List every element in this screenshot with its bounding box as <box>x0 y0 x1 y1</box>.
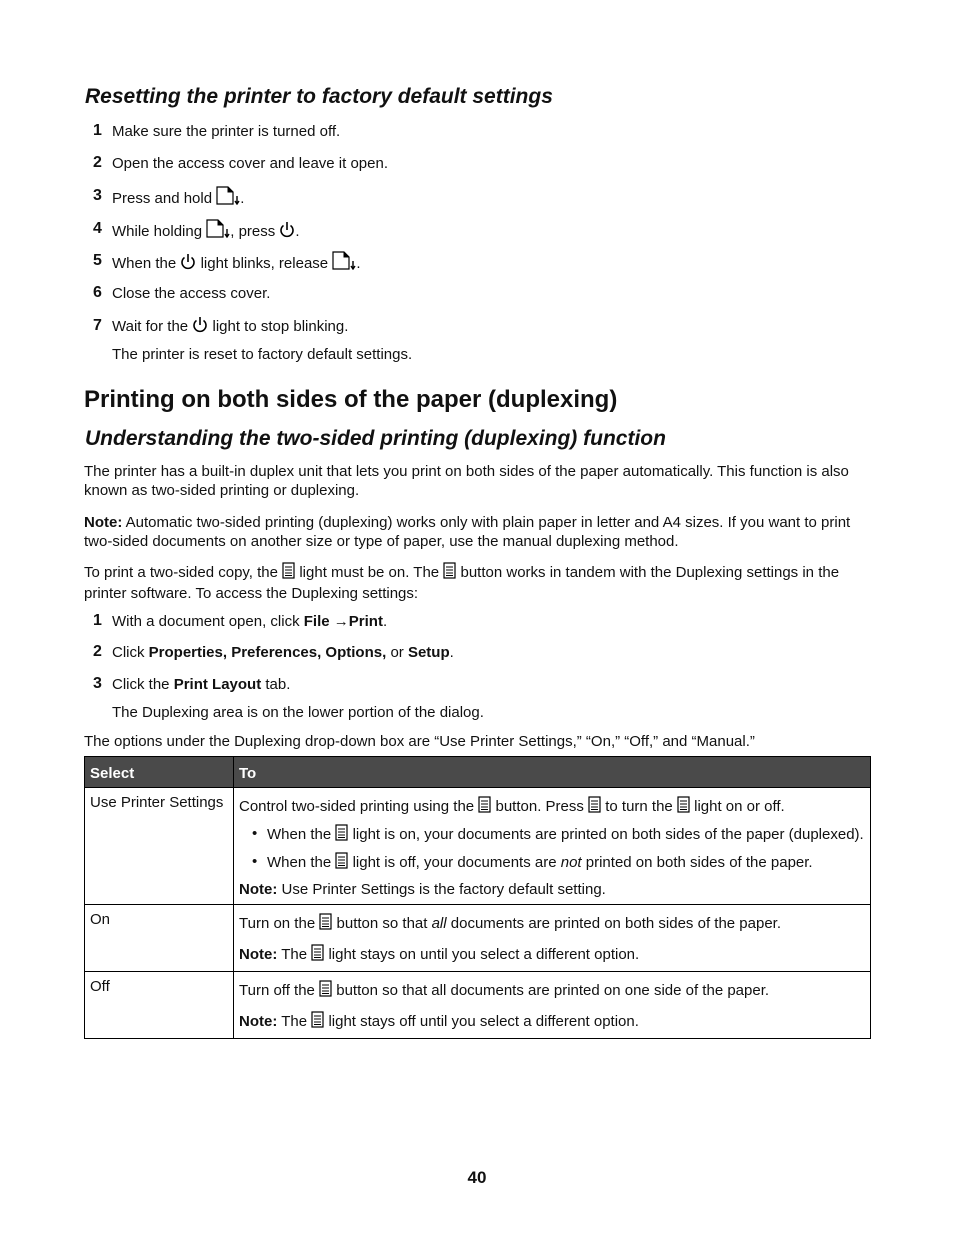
step-text: Close the access cover. <box>112 285 271 302</box>
bullet-glyph: • <box>252 825 258 842</box>
paper-feed-icon <box>332 251 356 274</box>
step-text-part: or <box>390 644 404 661</box>
text-part: documents are printed on both sides of the paper. <box>450 915 782 932</box>
note-text: Use Printer Settings is the factory default setting. <box>281 881 606 898</box>
option-description <box>234 788 871 905</box>
option-off: Off <box>85 972 234 1039</box>
step-text-part: , press <box>230 223 276 240</box>
step-text <box>112 219 300 242</box>
step-text-part: . <box>356 255 361 272</box>
text-part: Turn off the <box>239 982 315 999</box>
duplex-icon <box>311 1011 324 1033</box>
text-part: light is off, your documents are <box>352 854 557 871</box>
description-text <box>239 913 865 935</box>
cell-note <box>239 880 865 899</box>
step-number: 7 <box>93 317 102 334</box>
note-text: The <box>281 946 308 963</box>
paper-feed-icon <box>206 219 230 242</box>
step-number: 1 <box>93 612 102 629</box>
step-result: The Duplexing area is on the lower portion of the dialog. <box>112 704 484 721</box>
step-number: 5 <box>93 252 102 269</box>
duplex-icon <box>677 796 690 818</box>
text-part: When the <box>267 854 332 871</box>
table-row <box>85 788 871 905</box>
bullet-glyph: • <box>252 853 258 870</box>
duplex-icon <box>319 913 332 935</box>
duplex-icon <box>335 852 348 874</box>
duplex-icon <box>588 796 601 818</box>
arrow-glyph: → <box>333 613 349 630</box>
note-text: light stays on until you select a different option. <box>328 946 640 963</box>
step-number: 3 <box>93 187 102 204</box>
step-text-part: Press and hold <box>112 190 213 207</box>
note-label: Note: <box>84 514 123 531</box>
page-number: 40 <box>467 1168 487 1187</box>
text-part: light on or off. <box>694 798 785 815</box>
step-text: Make sure the printer is turned off. <box>112 123 341 140</box>
step-number: 6 <box>93 284 102 301</box>
section-subtitle: Understanding the two-sided printing (duplexing) function <box>85 427 666 450</box>
step-text-part: Click the <box>112 676 170 693</box>
access-text: light must be on. The <box>299 564 440 581</box>
note-text: light stays off until you select a different option. <box>328 1013 639 1030</box>
step-number: 3 <box>93 675 102 692</box>
option-description <box>234 972 871 1039</box>
duplex-icon <box>282 562 295 584</box>
section-title-duplexing: Printing on both sides of the paper (duplexing) <box>84 386 618 413</box>
options-paragraph: The options under the Duplexing drop-down box are “Use Printer Settings,” “On,” “Off,” and “Manual.” <box>84 733 755 750</box>
power-icon <box>192 316 208 337</box>
option-use-printer-settings: Use Printer Settings <box>85 788 234 905</box>
text-part: printed on both sides of the paper. <box>585 854 813 871</box>
column-header-select: Select <box>85 757 234 788</box>
note-text: The <box>281 1013 308 1030</box>
table-row <box>85 905 871 972</box>
text-part: When the <box>267 826 332 843</box>
duplex-icon <box>311 944 324 966</box>
duplex-options-table <box>84 756 871 1039</box>
step-text-part: light blinks, release <box>200 255 329 272</box>
step-number: 2 <box>93 154 102 171</box>
text-part: to turn the <box>605 798 673 815</box>
text-part: button so that <box>336 915 428 932</box>
note-label: Note: <box>239 881 278 898</box>
note-paragraph <box>84 513 874 551</box>
text-part: Turn on the <box>239 915 316 932</box>
step-text-part: . <box>295 223 300 240</box>
cell-note <box>239 1011 865 1033</box>
step-text-part: light to stop blinking. <box>212 318 349 335</box>
text-part: light is on, your documents are printed on both sides of the paper (duplexed). <box>352 826 864 843</box>
step-text-part: While holding <box>112 223 203 240</box>
menu-setup: Setup <box>407 644 450 661</box>
text-part: button so that all documents are printed on one side of the paper. <box>336 982 770 999</box>
section-title-reset: Resetting the printer to factory default settings <box>85 85 553 108</box>
step-text-part: With a document open, click <box>112 613 300 630</box>
power-icon <box>279 221 295 242</box>
duplex-icon <box>478 796 491 818</box>
step-text-part: Click <box>112 644 145 661</box>
step-text-part: tab. <box>265 676 291 693</box>
option-on: On <box>85 905 234 972</box>
note-label: Note: <box>239 946 278 963</box>
option-description <box>234 905 871 972</box>
bullet-item <box>239 852 865 874</box>
tab-print-layout: Print Layout <box>173 676 262 693</box>
intro-paragraph: The printer has a built-in duplex unit that lets you print on both sides of the paper automatically. This function is also known as two-sided printing or duplexing. <box>84 463 849 499</box>
step-text: Open the access cover and leave it open. <box>112 155 389 172</box>
step-text <box>112 316 348 337</box>
step-text-part: . <box>449 644 454 661</box>
menu-properties: Properties, Preferences, Options, <box>148 644 387 661</box>
power-icon <box>180 253 196 274</box>
table-header-row <box>85 757 871 788</box>
access-text: button works in tandem with the Duplexing settings in the printer software. To access the Duplexing settings: <box>84 564 840 602</box>
text-emphasis: all <box>431 915 447 932</box>
step-number: 2 <box>93 643 102 660</box>
access-paragraph <box>84 562 874 603</box>
column-header-to: To <box>234 757 871 788</box>
description-text <box>239 980 865 1002</box>
step-number: 4 <box>93 220 102 237</box>
step-text <box>112 644 454 661</box>
table-row <box>85 972 871 1039</box>
bullet-item <box>239 824 865 846</box>
note-text: Automatic two-sided printing (duplexing) works only with plain paper in letter and A4 sizes. If you want to print two-sided documents on another size or type of paper, use the manual duplexing method. <box>84 514 851 550</box>
paper-feed-icon <box>216 186 240 209</box>
menu-print: Print <box>348 613 383 630</box>
step-text-part: . <box>240 190 245 207</box>
text-emphasis: not <box>560 854 582 871</box>
step-result: The printer is reset to factory default settings. <box>112 346 413 363</box>
menu-file: File <box>303 613 330 630</box>
duplex-icon <box>319 980 332 1002</box>
step-number: 1 <box>93 122 102 139</box>
description-text <box>239 796 865 818</box>
duplex-icon <box>335 824 348 846</box>
cell-note <box>239 944 865 966</box>
step-text-part: . <box>382 613 388 630</box>
access-text: To print a two-sided copy, the <box>84 564 278 581</box>
step-text <box>112 251 360 274</box>
step-text-part: When the <box>112 255 177 272</box>
step-text <box>112 613 387 630</box>
text-part: Control two-sided printing using the <box>239 798 475 815</box>
note-label: Note: <box>239 1013 278 1030</box>
step-text-part: Wait for the <box>112 318 189 335</box>
duplex-icon <box>443 562 456 584</box>
step-text <box>112 676 290 693</box>
text-part: button. Press <box>495 798 584 815</box>
step-text <box>112 186 244 209</box>
